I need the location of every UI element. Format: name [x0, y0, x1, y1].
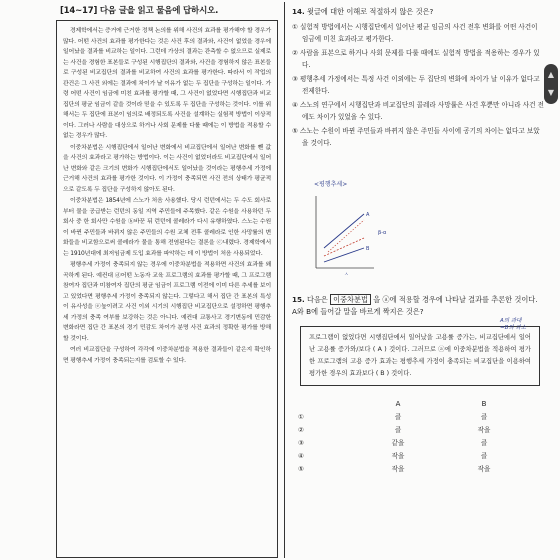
choices-col-b: B: [481, 400, 487, 408]
question-14-stem: [292, 6, 544, 18]
q14-option-3[interactable]: ③ 평행추세 가정에서는 특정 사건 이외에는 두 집단의 변화에 차이가 날 이유가 없다고 전제한다.: [292, 75, 540, 95]
question-15-box: 프로그램이 없었다면 시행집단에서 일어났을 고용률 증가는, 비교집단에서 일어난 고용률 증가와/보다 ( A ) 것이다. 그러므로 ⓐ에 이중차분법을 적용하여 평가한 프로그램의 고용 증가 효과는 평행추세 가정이 충족되는 비교집단을 이용하여 평가한 경우의 효과보다 ( B ) 것이다.: [300, 326, 540, 386]
choice-row-3[interactable]: [298, 436, 544, 449]
reading-passage: [56, 20, 278, 558]
column-divider: [284, 2, 285, 558]
choice-b: 클: [480, 438, 488, 447]
choices-header: [298, 398, 544, 410]
graph-label-diff: β-α: [378, 230, 387, 236]
q14-option-1[interactable]: ① 실험적 방법에서는 시행집단에서 일어난 평균 임금의 사건 전후 변화를 어떤 사건이 임금에 미친 효과라고 평가한다.: [292, 23, 538, 43]
choice-a: 클: [394, 425, 402, 434]
choice-row-5[interactable]: [298, 462, 544, 475]
graph-line-b: [324, 248, 364, 262]
question-15-text-after: 을 ⓐ에 적용할 경우에 나타날 결과를 추론한 것이다. A와 B에 들어갈 말을 바르게 짝지은 것은?: [292, 295, 538, 316]
choice-number: ②: [298, 425, 304, 434]
choice-row-2[interactable]: [298, 423, 544, 436]
scroll-up-icon[interactable]: ▲: [547, 70, 555, 79]
question-14-number: 14.: [292, 7, 305, 16]
q14-option-4[interactable]: ④ 스노의 연구에서 시행집단과 비교집단의 콜레라 사망률은 사건 후뿐만 아니라 사건 전에도 차이가 있었을 수 있다.: [292, 101, 544, 121]
q14-option-5[interactable]: ⑤ 스노는 수원이 바뀐 주민들과 바뀌지 않은 주민들 사이에 공기의 차이는 없다고 보았을 것이다.: [292, 127, 540, 147]
choice-number: ④: [298, 451, 304, 460]
choice-b: 클: [480, 451, 488, 460]
question-15-stem: [292, 294, 544, 318]
question-15-choices: [298, 398, 544, 475]
question-15-number: 15.: [292, 295, 305, 304]
question-15-text-before: 다음은: [307, 295, 328, 304]
section-header: [14~17] 다음 글을 읽고 물음에 답하시오.: [60, 6, 219, 16]
choice-a: 클: [394, 412, 402, 421]
choice-b: 클: [480, 412, 488, 421]
graph-label-b: B: [366, 246, 370, 252]
question-14-text: 윗글에 대한 이해로 적절하지 않은 것은?: [307, 7, 434, 16]
handwritten-margin-note: A의 과대 =B의 과소: [500, 318, 527, 331]
scroll-down-icon[interactable]: ▼: [547, 88, 555, 97]
choice-b: 작을: [477, 425, 491, 434]
choice-a: 같을: [391, 438, 405, 447]
scroll-control[interactable]: [544, 64, 558, 104]
choice-row-1[interactable]: [298, 410, 544, 423]
graph-label-t: ㅅ: [344, 272, 349, 278]
graph-label-a: A: [366, 212, 370, 218]
choice-b: 작을: [477, 464, 491, 473]
question-15-boxed-term: 이중차분법: [330, 294, 371, 305]
choice-row-4[interactable]: [298, 449, 544, 462]
passage-paragraph-2: 이중차분법은 시행집단에서 일어난 변화에서 비교집단에서 일어난 변화를 뺀 값을 사건의 효과라고 평가하는 방법이다. 이는 사건이 없었더라도 비교집단에서 일어난 변화와 같은 크기의 변화가 시행집단에서도 일어났을 것이라는 평행추세 가정에 근거해 사건의 효과를 평가한 것이다. 이 가정이 충족되면 사건 전의 상태가 평균적으로 같도록 두 집단을 구성하지 않아도 된다.: [63, 144, 271, 193]
question-14: [292, 6, 544, 151]
choice-a: 작을: [391, 464, 405, 473]
passage-paragraph-4: 평행추세 가정이 충족되지 않는 경우에 이중차분법을 적용하면 사건의 효과를 왜곡하게 된다. 예컨대 ⓓ어떤 노동자 교육 프로그램의 효과를 평가할 때, 그 프로그램 참여자 집단과 미참여자 집단의 평균 임금이 프로그램 이전에 이미 다른 추세를 보이고 있었다면 평행추세 가정이 충족되지 않는다. 그렇다고 해서 집단 간 표본의 특성이 유사성을 ⓔ높이려고 사건 이외 시기의 시행집단 비교집단으로 설정하면 평행추세 가정의 충족 여부를 보강하는 것은 아니다. 예컨대 교통사고 경기변동에 민감한 변화라면 집단 간 표본의 경기 민감도 차이가 분명 사건 효과의 정확한 평가를 방해할 것이다.: [63, 262, 271, 342]
passage-paragraph-3: 이중차분법은 1854년에 스노가 처음 사용했다. 당시 런던에서는 두 수도 회사로부터 물을 공급받는 런던의 동일 지역 주민들에 주목했다. 같은 수원을 사용하던 두 회사 중 한 회사만 수원을 ⓑ바꾼 뒤 런던에 콜레라가 다시 유행하였다. 스노는 수원이 바뀐 주민들과 바뀌지 않은 주민들의 수원 교체 전후 콜레라로 인한 사망률의 변화들을 비교함으로써 콜레라가 물을 통해 전염된다는 결론을 ⓒ내렸다. 경제학에서는 1910년대에 최저임금제 도입 효과를 파악하는 데 이 방법이 처음 사용되었다.: [63, 198, 271, 257]
passage-paragraph-5: 여러 비교집단을 구성하여 각각에 이중차분법을 적용한 결과들이 같은지 확인하면 평행추세 가정이 충족되는지를 검토할 수 있다.: [63, 347, 271, 364]
q14-option-2[interactable]: ② 사람을 표본으로 하거나 사회 문제를 다룰 때에도 실험적 방법을 적용하는 경우가 있다.: [292, 49, 540, 69]
graph-trend-a: [328, 220, 364, 252]
graph-counterfactual: [324, 238, 364, 256]
graph-title: <평행추세>: [314, 181, 348, 188]
graph-line-a: [324, 214, 364, 248]
choice-a: 작을: [391, 451, 405, 460]
choice-number: ⑤: [298, 464, 304, 473]
passage-paragraph-1: 경제학에서는 증거에 근거한 정책 논의를 위해 사건의 효과를 평가해야 할 경우가 많다. 어떤 사건의 효과를 평가한다는 것은 사건 후의 결과와, 사건이 없었을 경우에 일어났을 결과를 비교하는 일이다. 그런데 가상의 결과는 관측할 수 없으므로 실제로는 사건을 경험한 표본들로 구성된 시행집단의 결과와, 사건을 경험하지 않은 표본들로 구성된 비교집단의 결과를 비교하여 사건의 효과를 평가한다. 따라서 이 작업의 관건은 그 사건 외에는 결과에 차이가 날 이유가 없는 두 집단을 구성하는 일이다. 가령 어떤 사건이 임금에 미친 효과를 평가할 때, 그 사건이 없었다면 시행집단과 비교집단의 평균 임금이 같을 것이라 믿을 수 있도록 두 집단을 구성하는 것이다. 이를 위해서는 두 집단에 표본이 임의로 배정되도록 사건을 설계하는 실험적 방법이 이상적이다. 그러나 사람을 대상으로 하거나 사회 문제를 다룰 때에는 이 방법을 적용할 수 없는 경우가 많다.: [63, 28, 271, 139]
choices-col-a: A: [395, 400, 401, 408]
choice-number: ①: [298, 412, 304, 421]
handwritten-graph: [304, 178, 404, 282]
choice-number: ③: [298, 438, 304, 447]
